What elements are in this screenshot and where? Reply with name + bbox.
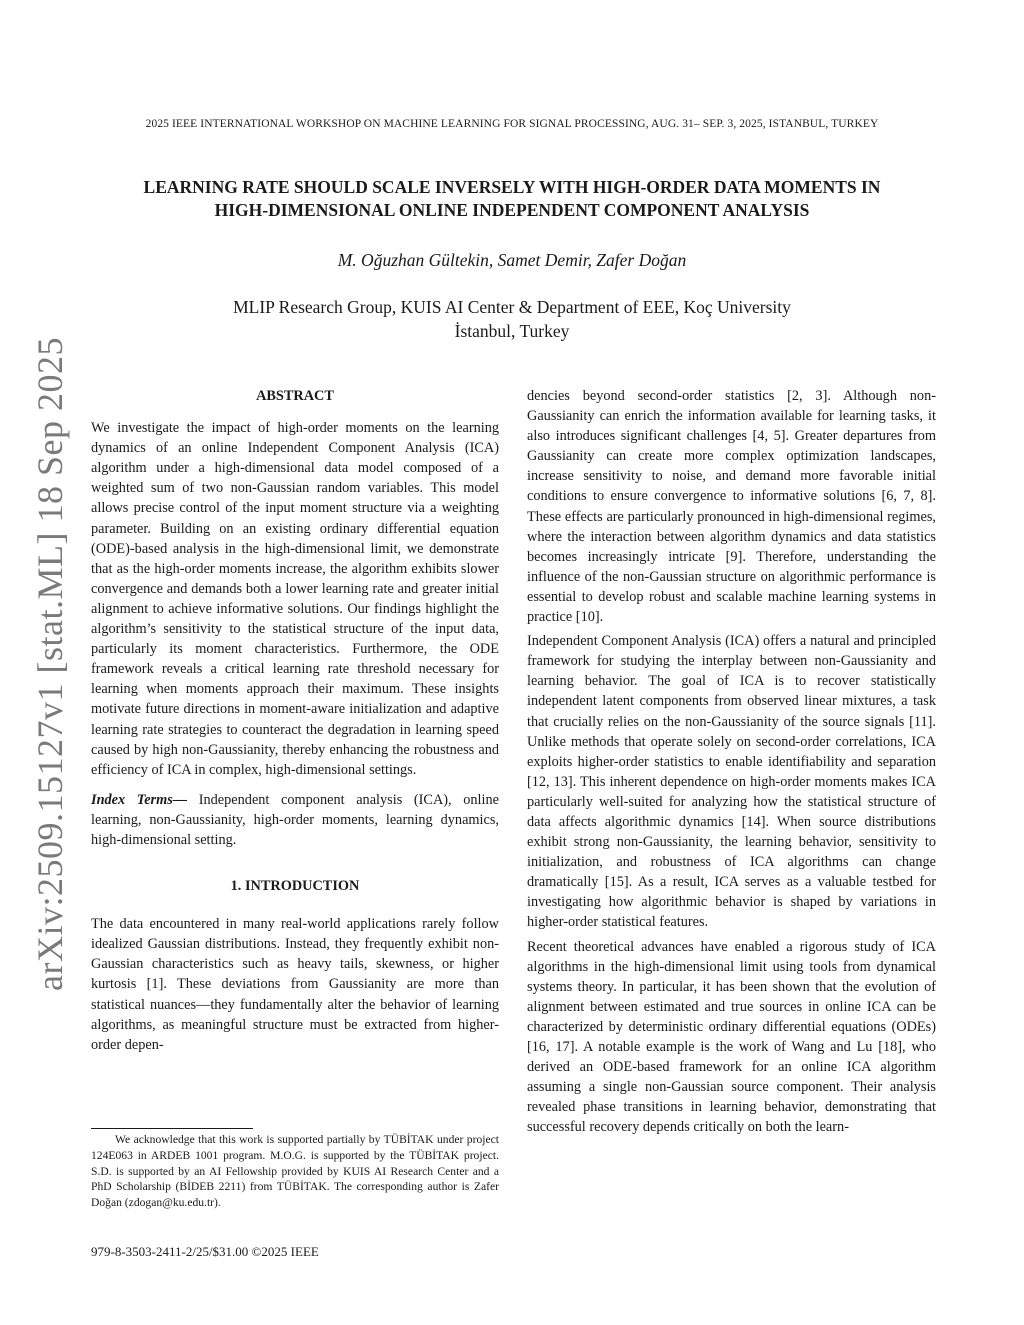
intro-paragraph-1-end: dencies beyond second-order statistics [2, 3]. Although non-Gaussianity can enrich the information available for learning tasks, it also introduces significant challenges [4, 5]. Greater departures from Gaussianity can create more complex optimization landscapes, increase sensitivity to noise, and demand more favorable initial conditions to ensure convergence to informative solutions [6, 7, 8]. These effects are particularly pronounced in high-dimensional regimes, where the interaction between algorithm dynamics and data statistics becomes increasingly intricate [9]. Therefore, understanding the influence of the non-Gaussian structure on algorithmic performance is essential to develop robust and scalable machine learning systems in practice [10]. xyxy=(527,388,936,626)
title-line-1: LEARNING RATE SHOULD SCALE INVERSELY WITH HIGH-ORDER DATA MOMENTS IN xyxy=(143,177,881,197)
author-list: M. Oğuzhan Gültekin, Samet Demir, Zafer Doğan xyxy=(337,250,687,270)
index-terms-label: Index Terms— xyxy=(91,791,188,808)
affiliation-line-2: İstanbul, Turkey xyxy=(454,321,570,341)
index-terms-text: Independent component analysis (ICA), online learning, non-Gaussianity, high-order moments, learning dynamics, high-dimensional setting. xyxy=(91,791,499,848)
arxiv-stamp: arXiv:2509.15127v1 [stat.ML] 18 Sep 2025 xyxy=(30,337,70,991)
footnote xyxy=(91,1132,499,1211)
intro-paragraph-1-start: The data encountered in many real-world applications rarely follow idealized Gaussian distributions. Instead, they frequently exhibit non-Gaussian characteristics such as heavy tails, skewness, or higher kurtosis [1]. These deviations from Gaussianity are more than statistical nuances—they fundamentally alter the behavior of learning algorithms, as meaningful structure must be extracted from higher-order depen- xyxy=(91,916,499,1053)
isbn-copyright: 979-8-3503-2411-2/25/$31.00 ©2025 IEEE xyxy=(91,1244,319,1259)
abstract-heading: ABSTRACT xyxy=(256,388,334,404)
paper-title xyxy=(60,176,964,222)
right-column xyxy=(527,386,936,1141)
intro-paragraph-3: Recent theoretical advances have enabled a rigorous study of ICA algorithms in the high-dimensional limit using tools from dynamical systems theory. In particular, it has been shown that the evolution of alignment between estimated and true sources in online ICA can be characterized by deterministic ordinary differential equations (ODEs) [16, 17]. A notable example is the work of Wang and Lu [18], who derived an ODE-based framework for an online ICA algorithm assuming a single non-Gaussian source component. Their analysis revealed phase transitions in learning behavior, demonstrating that successful recovery depends critically on both the learn- xyxy=(527,938,936,1136)
affiliation-line-1: MLIP Research Group, KUIS AI Center & Department of EEE, Koç University xyxy=(233,297,791,317)
footnote-text: We acknowledge that this work is supported partially by TÜBİTAK under project 124E063 in ARDEB 1001 program. M.O.G. is supported by the TÜBİTAK project. S.D. is supported by an AI Fellowship provided by KUIS AI Research Center and a PhD Scholarship (BİDEB 2211) from TÜBİTAK. The corresponding author is Zafer Doğan (zdogan@ku.edu.tr). xyxy=(91,1133,499,1210)
index-terms xyxy=(91,790,499,850)
footnote-divider xyxy=(91,1128,253,1129)
title-line-2: HIGH-DIMENSIONAL ONLINE INDEPENDENT COMPONENT ANALYSIS xyxy=(214,200,810,220)
affiliation xyxy=(0,295,1024,343)
left-column xyxy=(91,386,499,1059)
abstract-text: We investigate the impact of high-order moments on the learning dynamics of an online Independent Component Analysis (ICA) algorithm under a high-dimensional data model composed of a weighted sum of two non-Gaussian random variables. This model allows precise control of the input moment structure via a weighting parameter. Building on an existing ordinary differential equation (ODE)-based analysis in the high-dimensional limit, we demonstrate that as the high-order moments increase, the algorithm exhibits slower convergence and demands both a lower learning rate and greater initial alignment to achieve informative solutions. Our findings highlight the algorithm’s sensitivity to the statistical structure of the input data, particularly its moment characteristics. Furthermore, the ODE framework reveals a critical learning rate threshold necessary for learning when moments approach their maximum. These insights motivate future directions in moment-aware initialization and adaptive learning rate strategies to counteract the degradation in learning speed caused by high non-Gaussianity, thereby enhancing the robustness and efficiency of ICA in complex, high-dimensional settings. xyxy=(91,420,499,778)
introduction-heading: 1. INTRODUCTION xyxy=(230,878,360,895)
intro-paragraph-2: Independent Component Analysis (ICA) offers a natural and principled framework for studying the interplay between non-Gaussianity and learning behavior. The goal of ICA is to recover statistically independent latent components from observed linear mixtures, a task that crucially relies on the non-Gaussianity of the source signals [11]. Unlike methods that operate solely on second-order correlations, ICA exploits higher-order statistics to enable identifiability and separation [12, 13]. This inherent dependence on high-order moments makes ICA particularly well-suited for analyzing how the statistical structure of data affects algorithmic dynamics [14]. When source distributions exhibit strong non-Gaussianity, the learning behavior, sensitivity to initialization, and robustness of ICA algorithms can change dramatically [15]. As a result, ICA serves as a valuable testbed for investigating how algorithmic behavior is shaped by variations in higher-order statistical features. xyxy=(527,633,936,931)
conference-header: 2025 IEEE INTERNATIONAL WORKSHOP ON MACHINE LEARNING FOR SIGNAL PROCESSING, AUG. 31– SEP. 3, 2025, ISTANBUL, TURKEY xyxy=(145,118,879,130)
